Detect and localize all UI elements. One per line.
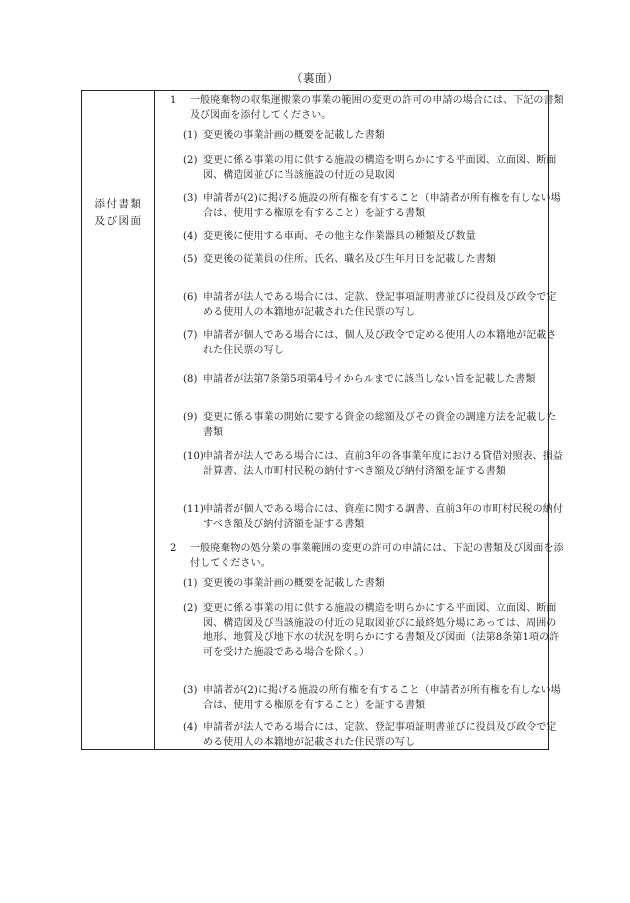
item-text: 変更に係る事業の用に供する施設の構造を明らかにする平面図、立面図、断面図、構造図並びに当該施設の付近の見取図 <box>203 155 557 181</box>
item-number: (5) <box>183 254 198 265</box>
list-item <box>183 373 564 388</box>
item-number: (7) <box>183 330 198 341</box>
list-item <box>183 602 564 660</box>
item-text: 申請者が個人である場合には、資産に関する調書、直前3年の市町村民税の納付すべき額及び納付済額を証する書類 <box>203 504 563 530</box>
item-number: (2) <box>183 603 198 614</box>
item-number: (8) <box>183 374 198 385</box>
list-item <box>183 577 564 592</box>
list-item <box>183 291 564 320</box>
item-text: 変更に係る事業の用に供する施設の構造を明らかにする平面図、立面図、断面図、構造図及び当該施設の付近の見取図並びに最終処分場にあっては、周囲の地形、地質及び地下水の状況を明らかにする書類及び図面（法第8条第1項の許可を受けた施設である場合を除く。） <box>203 603 560 658</box>
item-text: 申請者が法人である場合には、定款、登記事項証明書並びに役員及び政令で定める使用人の本籍地が記載された住民票の写し <box>203 722 557 748</box>
label-column <box>82 91 155 749</box>
item-text: 変更後の事業計画の概要を記載した書類 <box>203 578 385 589</box>
list-item <box>183 154 564 183</box>
list-item <box>183 684 564 713</box>
item-text: 変更に係る事業の開始に要する資金の総額及びその資金の調達方法を記載した書類 <box>203 412 557 438</box>
item-number: (9) <box>183 412 198 423</box>
item-text: 申請者が個人である場合には、個人及び政令で定める使用人の本籍地が記載された住民票の写し <box>203 330 557 356</box>
list-item <box>183 450 564 479</box>
row-label-line1: 添付書類 <box>94 198 143 210</box>
item-text: 申請者が法人である場合には、直前3年の各事業年度における貸借対照表、損益計算書、法人市町村民税の納付すべき額及び納付済額を証する書類 <box>203 451 563 477</box>
list-item <box>183 329 564 358</box>
list-item <box>183 230 564 245</box>
list-item <box>183 129 564 144</box>
item-number: (6) <box>183 292 198 303</box>
item-number: (3) <box>183 685 198 696</box>
row-label-line2: 及び図面 <box>94 215 143 227</box>
content-column <box>155 91 564 749</box>
list-item <box>183 411 564 440</box>
item-number: (3) <box>183 193 198 204</box>
item-number: (10) <box>183 451 204 462</box>
section-1-heading <box>170 94 565 123</box>
item-number: (1) <box>183 130 198 141</box>
item-number: (4) <box>183 231 198 242</box>
section-2-heading <box>170 542 565 571</box>
item-number: (11) <box>183 504 204 515</box>
page-heading: （裏面） <box>291 71 339 85</box>
item-text: 申請者が(2)に掲げる施設の所有権を有すること（申請者が所有権を有しない場合は、使用する権原を有すること）を証する書類 <box>203 193 561 219</box>
item-number: (2) <box>183 155 198 166</box>
list-item <box>183 721 564 750</box>
item-text: 変更後に使用する車両、その他主な作業器具の種類及び数量 <box>203 231 476 242</box>
section-number: 2 <box>170 543 177 554</box>
item-text: 変更後の事業計画の概要を記載した書類 <box>203 130 385 141</box>
item-number: (4) <box>183 722 198 733</box>
attachments-table <box>81 90 564 750</box>
section-number: 1 <box>170 95 177 106</box>
section-text: 一般廃棄物の収集運搬業の事業の範囲の変更の許可の申請の場合には、下記の書類及び図面を添付してください。 <box>190 95 564 121</box>
list-item <box>183 253 564 268</box>
section-text: 一般廃棄物の処分業の事業範囲の変更の許可の申請には、下記の書類及び図面を添付してください。 <box>190 543 564 569</box>
item-text: 申請者が法人である場合には、定款、登記事項証明書並びに役員及び政令で定める使用人の本籍地が記載された住民票の写し <box>203 292 557 318</box>
item-text: 申請者が(2)に掲げる施設の所有権を有すること（申請者が所有権を有しない場合は、使用する権原を有すること）を証する書類 <box>203 685 561 711</box>
item-text: 申請者が法第7条第5項第4号イからルまでに該当しない旨を記載した書類 <box>203 374 536 385</box>
list-item <box>183 503 564 532</box>
row-label <box>82 196 155 230</box>
item-text: 変更後の従業員の住所、氏名、職名及び生年月日を記載した書類 <box>203 254 496 265</box>
item-number: (1) <box>183 578 198 589</box>
list-item <box>183 192 564 221</box>
